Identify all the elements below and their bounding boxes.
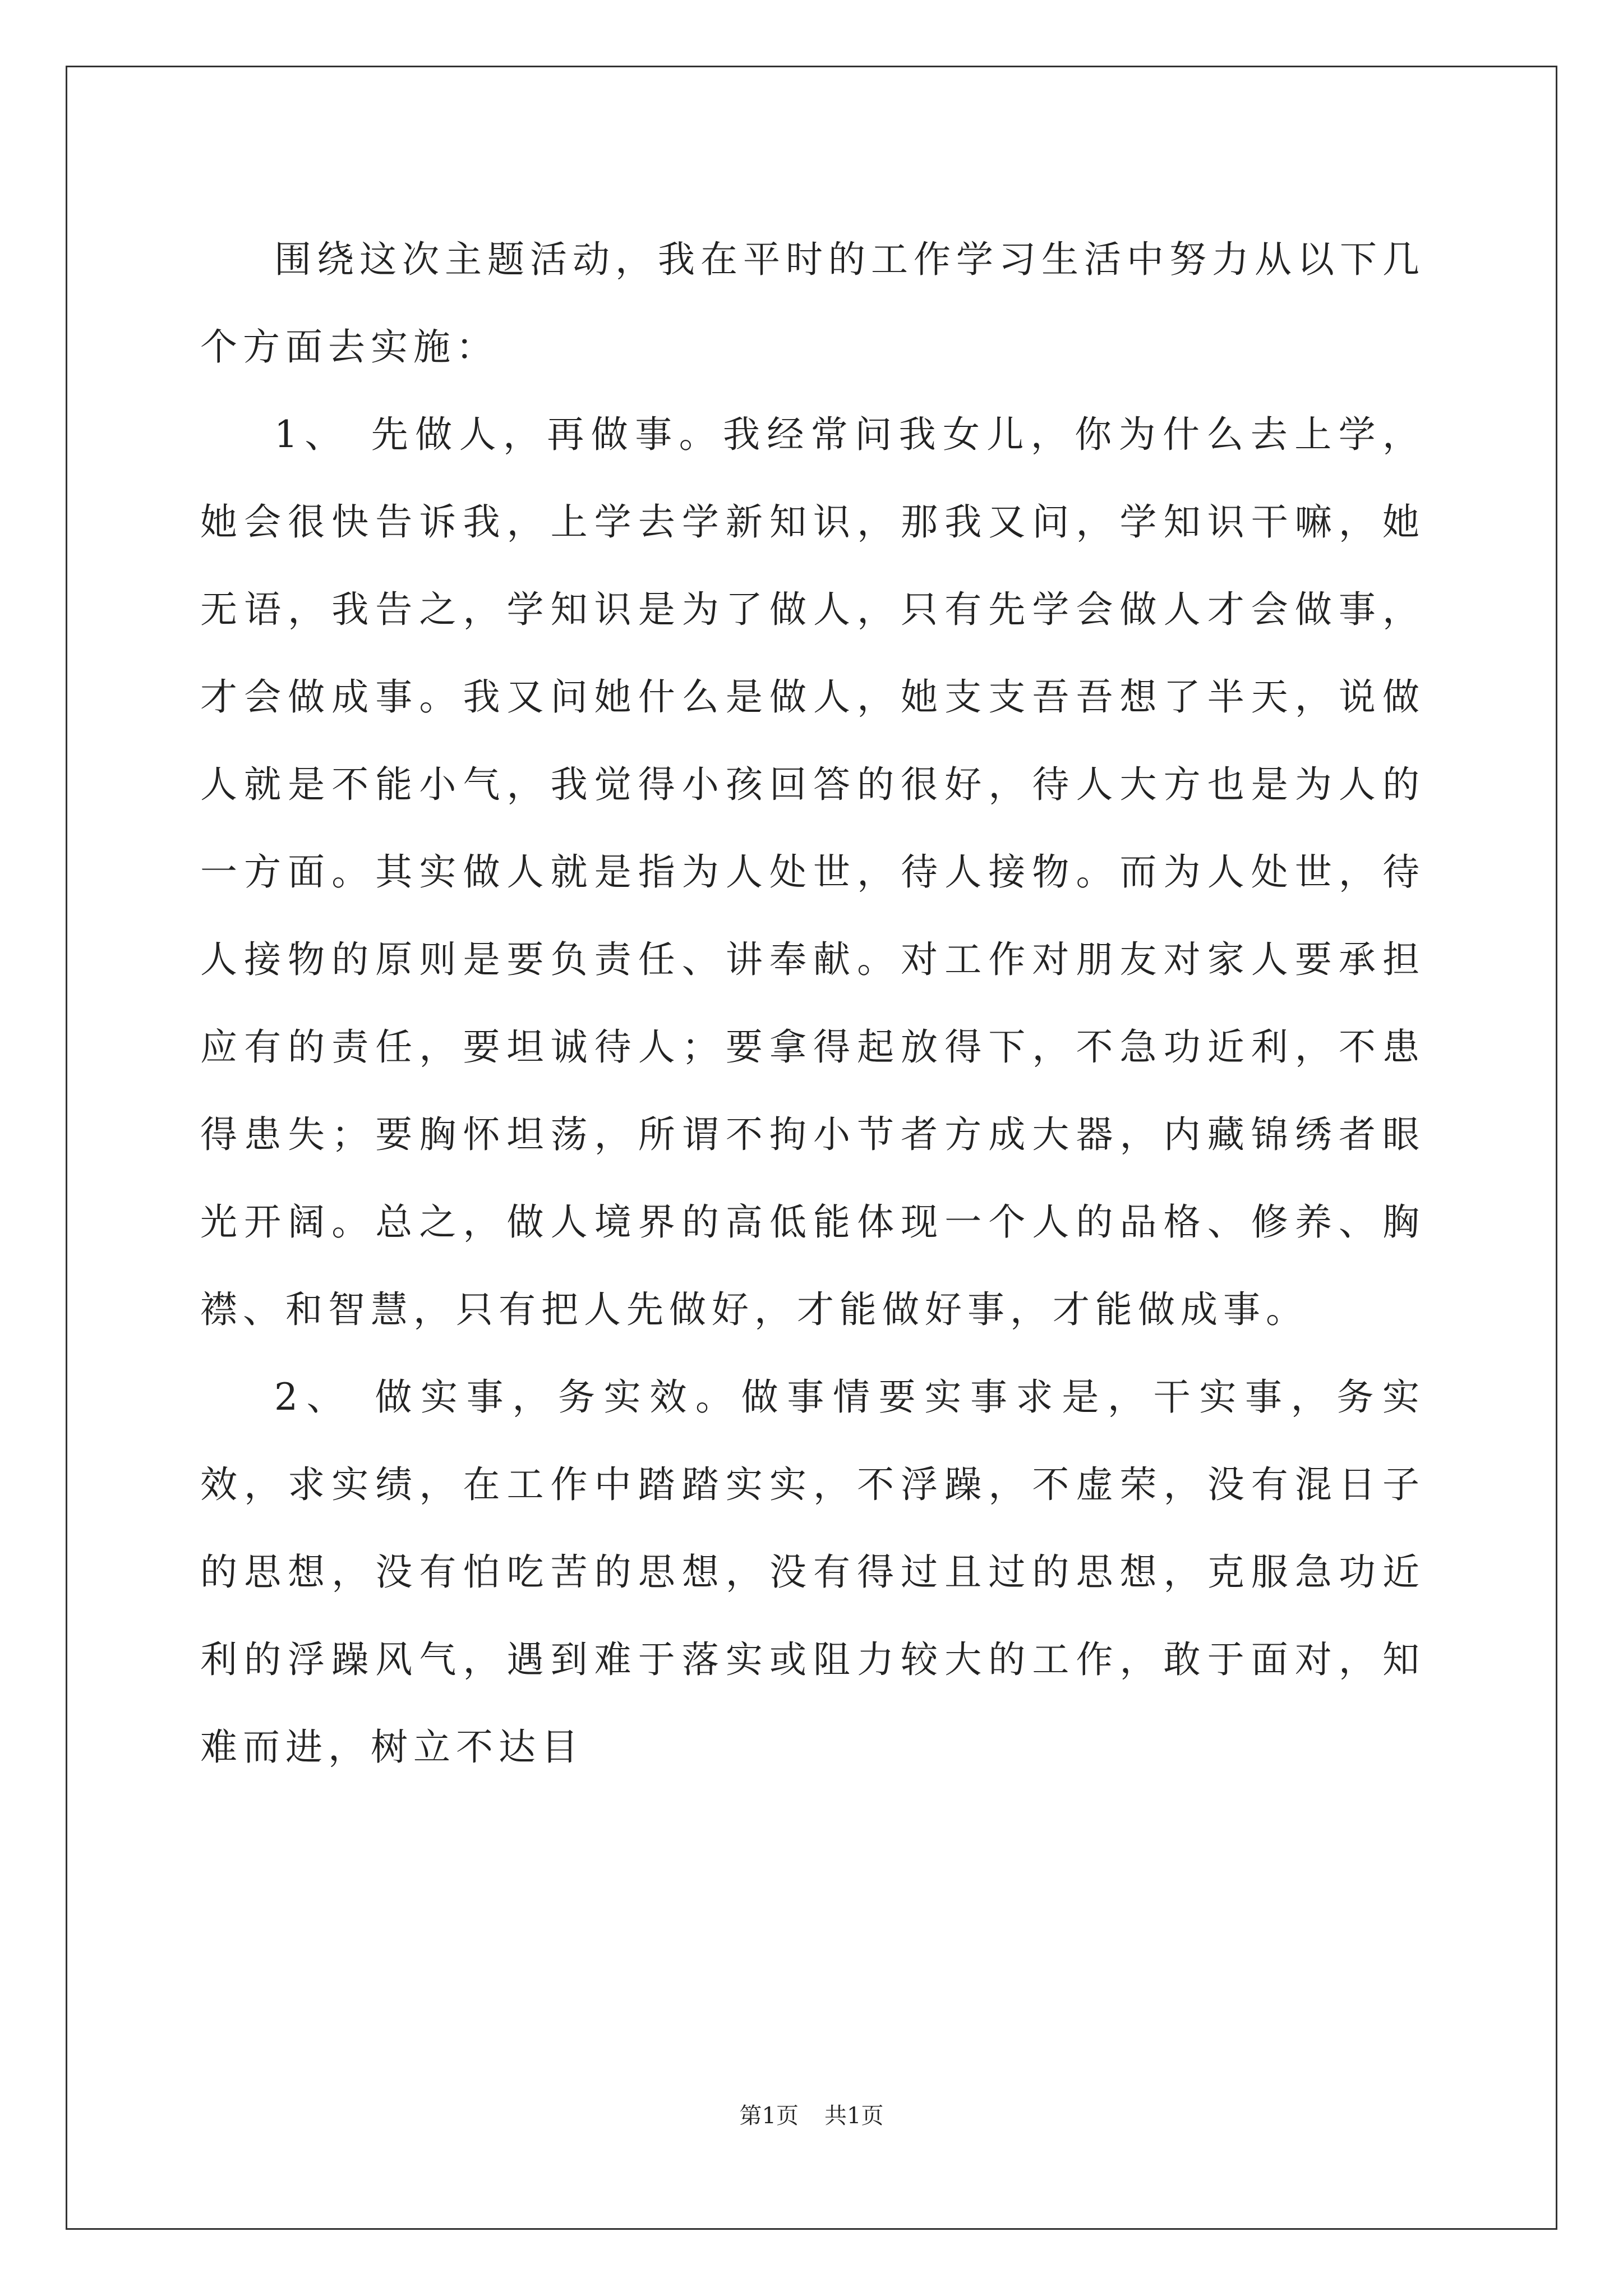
intro-paragraph: 围绕这次主题活动，我在平时的工作学习生活中努力从以下几个方面去实施：: [200, 238, 1425, 369]
section-1-paragraph: [200, 391, 1425, 1354]
document-body: [200, 216, 1425, 1791]
section-1-text: 先做人，再做事。我经常问我女儿，你为什么去上学，她会很快告诉我，上学去学新知识，那我又问，学知识干嘛，她无语，我告之，学知识是为了做人，只有先学会做人才会做事，才会做成事。我又问她什么是做人，她支支吾吾想了半天，说做人就是不能小气，我觉得小孩回答的很好，待人大方也是为人的一方面。其实做人就是指为人处世，待人接物。而为人处世，待人接物的原则是要负责任、讲奉献。对工作对朋友对家人要承担应有的责任，要坦诚待人；要拿得起放得下，不急功近利，不患得患失；要胸怀坦荡，所谓不拘小节者方成大器，内藏锦绣者眼光开阔。总之，做人境界的高低能体现一个人的品格、修养、胸襟、和智慧，只有把人先做好，才能做好事，才能做成事。: [200, 413, 1425, 1331]
page-number: 第1页: [739, 2103, 799, 2129]
page-footer: [0, 2098, 1623, 2130]
section-1-number: 1、: [274, 413, 349, 456]
section-2-text: 做实事，务实效。做事情要实事求是，干实事，务实效，求实绩，在工作中踏踏实实，不浮躁，不虚荣，没有混日子的思想，没有怕吃苦的思想，没有得过且过的思想，克服急功近利的浮躁风气，遇到难于落实或阻力较大的工作，敢于面对，知难而进，树立不达目: [200, 1375, 1425, 1769]
page-total: 共1页: [824, 2103, 884, 2129]
section-2-number: 2、: [274, 1375, 353, 1419]
section-2-paragraph: [200, 1354, 1425, 1791]
